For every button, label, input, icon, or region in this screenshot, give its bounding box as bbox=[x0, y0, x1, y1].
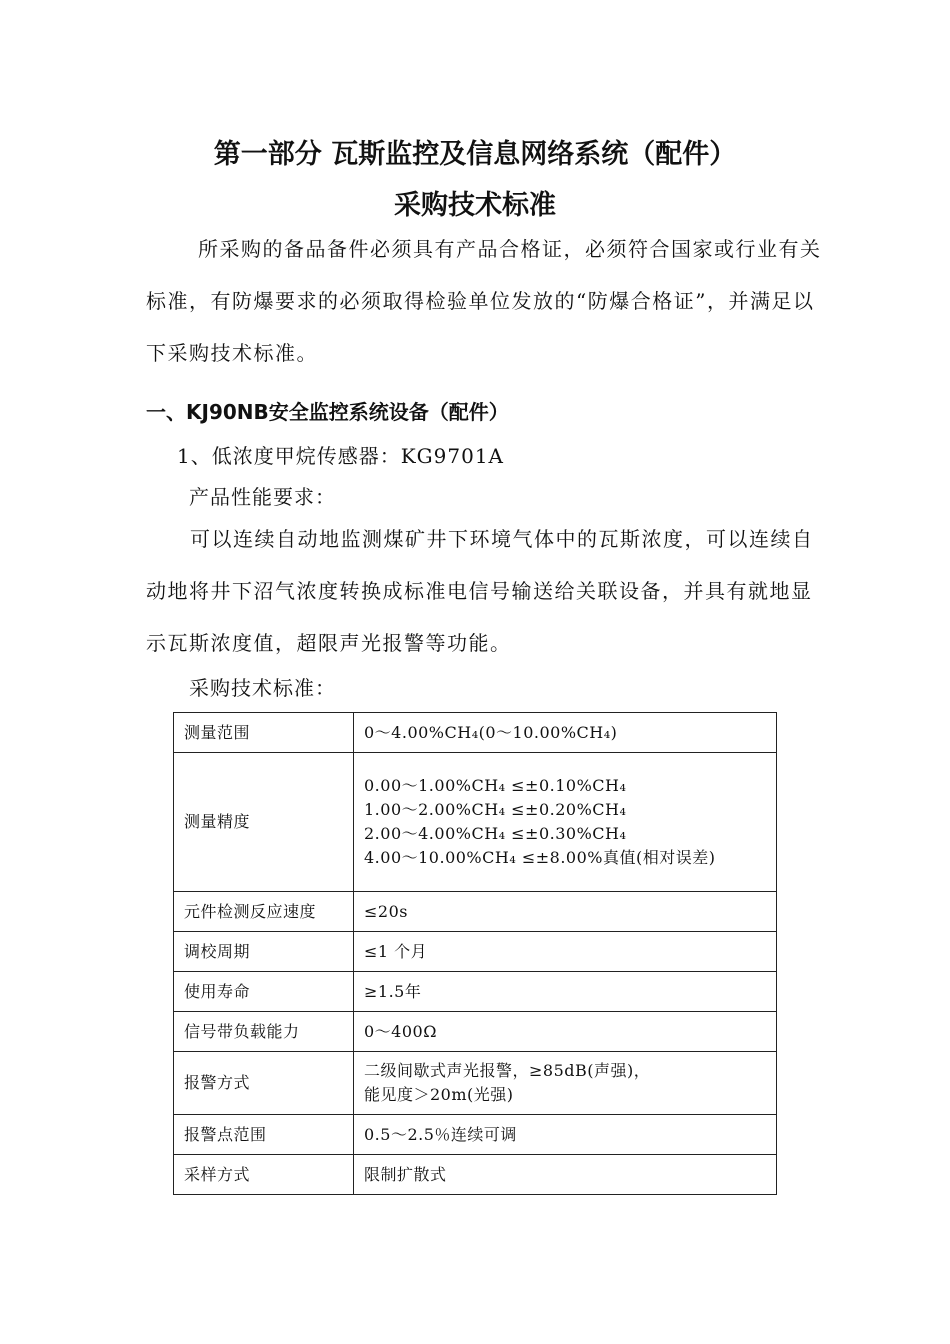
spec-key: 信号带负载能力 bbox=[174, 1012, 354, 1052]
table-row bbox=[174, 713, 777, 753]
spec-key: 测量范围 bbox=[174, 713, 354, 753]
performance-paragraph bbox=[146, 513, 826, 669]
spec-key: 调校周期 bbox=[174, 932, 354, 972]
spec-value bbox=[354, 1052, 777, 1115]
performance-text: 可以连续自动地监测煤矿井下环境气体中的瓦斯浓度，可以连续自动地将井下沼气浓度转换成标准电信号输送给关联设备，并具有就地显示瓦斯浓度值，超限声光报警等功能。 bbox=[146, 527, 814, 655]
table-row bbox=[174, 1115, 777, 1155]
spec-value-line: 2.00～4.00%CH₄ ≤±0.30%CH₄ bbox=[364, 824, 627, 843]
spec-value-line: 二级间歇式声光报警，≥85dB(声强)， bbox=[364, 1061, 651, 1080]
table-row bbox=[174, 892, 777, 932]
spec-value: ≥1.5年 bbox=[354, 972, 777, 1012]
intro-text: 所采购的备品备件必须具有产品合格证，必须符合国家或行业有关标准，有防爆要求的必须取得检验单位发放的“防爆合格证”，并满足以下采购技术标准。 bbox=[146, 237, 822, 365]
spec-value: ≤1 个月 bbox=[354, 932, 777, 972]
table-row bbox=[174, 1012, 777, 1052]
spec-key: 元件检测反应速度 bbox=[174, 892, 354, 932]
table-row bbox=[174, 972, 777, 1012]
table-row bbox=[174, 1052, 777, 1115]
document-title-line1: 第一部分 瓦斯监控及信息网络系统（配件） bbox=[213, 139, 737, 170]
spec-value: 限制扩散式 bbox=[354, 1155, 777, 1195]
performance-label: 产品性能要求： bbox=[189, 485, 336, 509]
spec-value: 0.5～2.5％连续可调 bbox=[354, 1115, 777, 1155]
spec-value-line: 4.00～10.00%CH₄ ≤±8.00%真值(相对误差) bbox=[364, 848, 716, 867]
spec-value-line: 能见度＞20m(光强) bbox=[364, 1085, 514, 1104]
table-row bbox=[174, 1155, 777, 1195]
intro-paragraph bbox=[146, 223, 826, 379]
sensor-heading: 1、低浓度甲烷传感器：KG9701A bbox=[177, 444, 504, 468]
document-title-line2: 采购技术标准 bbox=[394, 190, 556, 221]
spec-value-line: 0.00～1.00%CH₄ ≤±0.10%CH₄ bbox=[364, 776, 627, 795]
spec-key: 使用寿命 bbox=[174, 972, 354, 1012]
spec-table bbox=[173, 712, 777, 1195]
spec-key: 报警方式 bbox=[174, 1052, 354, 1115]
spec-value: 0～4.00%CH₄(0～10.00%CH₄) bbox=[354, 713, 777, 753]
spec-key: 测量精度 bbox=[174, 753, 354, 892]
spec-key: 报警点范围 bbox=[174, 1115, 354, 1155]
spec-value: 0～400Ω bbox=[354, 1012, 777, 1052]
spec-key: 采样方式 bbox=[174, 1155, 354, 1195]
spec-value: ≤20s bbox=[354, 892, 777, 932]
section-heading: 一、KJ90NB安全监控系统设备（配件） bbox=[146, 400, 509, 424]
spec-value-line: 1.00～2.00%CH₄ ≤±0.20%CH₄ bbox=[364, 800, 627, 819]
spec-value bbox=[354, 753, 777, 892]
standard-label: 采购技术标准： bbox=[189, 676, 336, 700]
table-row bbox=[174, 932, 777, 972]
table-row bbox=[174, 753, 777, 892]
